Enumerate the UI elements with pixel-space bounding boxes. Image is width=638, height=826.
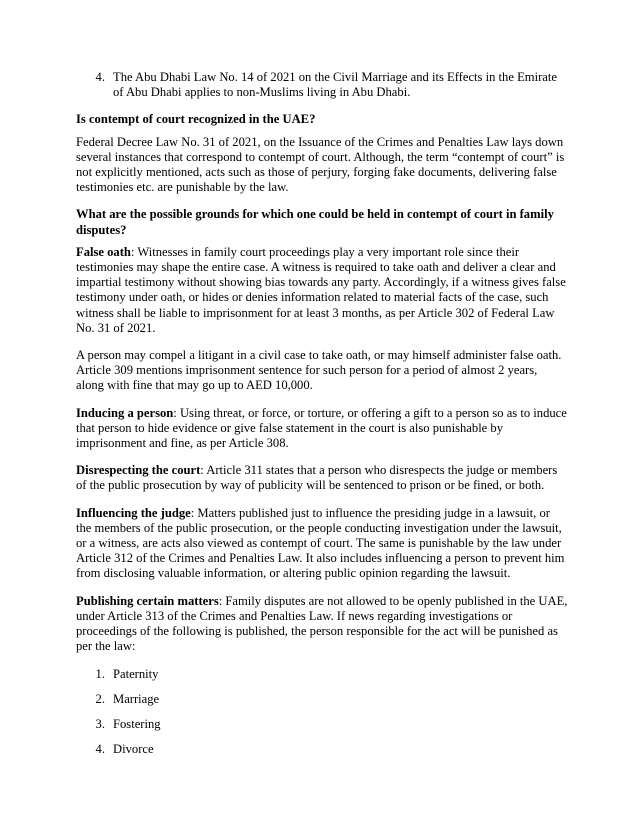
list-item-number: 1. (95, 666, 105, 681)
list-item-text: The Abu Dhabi Law No. 14 of 2021 on the Civil Marriage and its Effects in the Emirate of Abu Dhabi applies to non-Muslims living in Abu Dhabi. (113, 70, 557, 100)
section-heading-grounds: What are the possible grounds for which one could be held in contempt of court in family disputes? (76, 207, 554, 237)
paragraph-false-oath (76, 245, 568, 336)
list-item-number: 4. (95, 70, 105, 84)
paragraph-lead: Publishing certain matters (76, 593, 219, 608)
paragraph-text: : Family disputes are not allowed to be openly published in the UAE, under Article 313 of the Crimes and Penalties Law. If news regarding investigations or proceedings of the following is published, the person responsible for the act will be punished as per the law: (76, 593, 568, 654)
list-item (76, 667, 568, 682)
paragraph-text: : Witnesses in family court proceedings play a very important role since their testimonies may shape the entire case. A witness is required to take oath and deliver a clear and impartial testimony without showing bias towards any party. Accordingly, if a witness gives false testimony under oath, or hides or denies information related to material facts of the case, such witness shall be liable to imprisonment for at least 3 months, as per Article 302 of Federal Law No. 31 of 2021. (76, 244, 566, 335)
list-item (76, 70, 568, 100)
list-item (76, 692, 568, 707)
paragraph-disrespecting (76, 463, 568, 493)
matters-list (76, 667, 568, 758)
paragraph-lead: Influencing the judge (76, 505, 191, 520)
paragraph-federal-decree: Federal Decree Law No. 31 of 2021, on the Issuance of the Crimes and Penalties Law lays down several instances that correspond to contempt of court. Although, the term “contempt of court” is not explicitly mentioned, acts such as those of perjury, forging fake documents, delivering false testimonies etc. are punishable by the law. (76, 134, 565, 195)
paragraph-publishing (76, 594, 568, 655)
paragraph-text: : Matters published just to influence the presiding judge in a lawsuit, or the members of the public prosecution, or the people conducting investigation under the lawsuit, or a witness, are acts also viewed as contempt of court. The same is punishable by the law under Article 312 of the Crimes and Penalties Law. It also includes influencing a person to prevent him from disclosing valuable information, or altering public opinion regarding the lawsuit. (76, 505, 565, 581)
list-item (76, 717, 568, 732)
section-heading-contempt-recognized: Is contempt of court recognized in the UAE? (76, 112, 316, 127)
list-item-text: Marriage (113, 691, 160, 706)
document-page (76, 70, 568, 767)
paragraph-text: : Using threat, or force, or torture, or offering a gift to a person so as to induce that person to hide evidence or give false statement in the court is also punishable by imprisonment and fine, as per Article 308. (76, 405, 567, 451)
list-item-text: Divorce (113, 742, 154, 757)
paragraph-compel-oath: A person may compel a litigant in a civil case to take oath, or may himself administer false oath. Article 309 mentions imprisonment sentence for such person for a period of almost 2 years, along with fine that may go up to AED 10,000. (76, 348, 562, 393)
list-item-text: Paternity (113, 666, 159, 681)
list-item-number: 3. (95, 716, 105, 731)
paragraph-text: : Article 311 states that a person who disrespects the judge or members of the public prosecution by way of publicity will be sentenced to prison or be fined, or both. (76, 463, 558, 493)
paragraph-inducing (76, 406, 568, 452)
paragraph-lead: False oath (76, 244, 131, 259)
paragraph-lead: Inducing a person (76, 405, 174, 420)
list-item-number: 2. (95, 691, 105, 706)
list-item (76, 742, 568, 757)
paragraph-lead: Disrespecting the court (76, 463, 201, 478)
list-item-number: 4. (95, 742, 105, 757)
paragraph-influencing (76, 506, 568, 582)
list-item-text: Fostering (113, 716, 161, 731)
